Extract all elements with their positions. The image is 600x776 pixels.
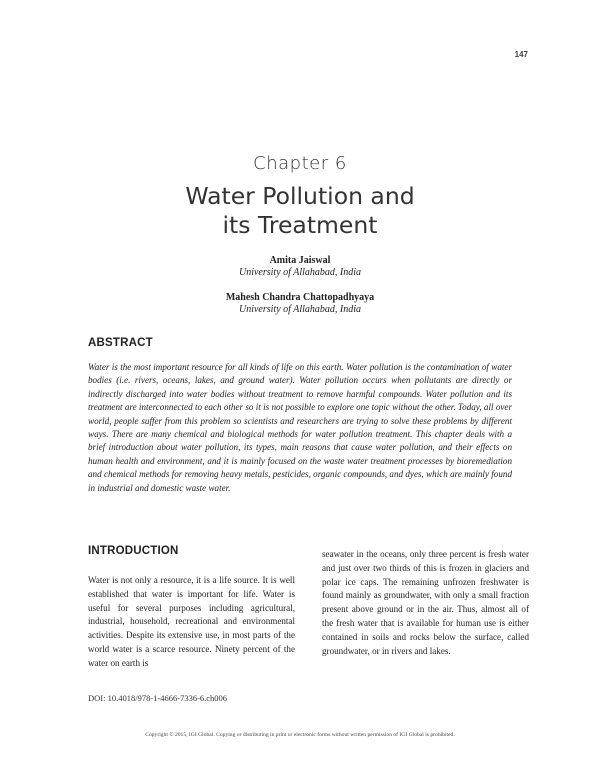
chapter-title-line-2: its Treatment [222,211,378,239]
chapter-title [0,182,600,240]
introduction-right-column: seawater in the oceans, only three percent is fresh water and just over two thirds of this is frozen in glaciers and polar ice caps. The remaining unfrozen freshwater is found mainly as groundwater, with only a small fraction present above ground or in the air. Thus, almost all of the fresh water that is available for human use is either contained in soils and rocks below the surface, called groundwater, or in rivers and lakes. [322,549,529,656]
author-affiliation: University of Allahabad, India [238,267,362,278]
page-number: 147 [514,50,528,59]
chapter-title-line-1: Water Pollution and [185,182,415,210]
author-name: Amita Jaiswal [269,255,331,266]
author-block-2 [0,292,600,316]
chapter-label: Chapter 6 [253,153,347,174]
author-affiliation: University of Allahabad, India [238,304,362,315]
doi-line: DOI: 10.4018/978-1-4666-7336-6.ch006 [88,693,228,703]
abstract-heading: ABSTRACT [88,337,153,349]
copyright-notice: Copyright © 2015, IGI Global. Copying or distributing in print or electronic forms without written permission of IGI Global is prohibited. [145,732,455,738]
author-block-1 [0,255,600,279]
introduction-heading: INTRODUCTION [88,545,179,557]
introduction-left-column: Water is not only a resource, it is a life source. It is well established that water is important for life. Water is useful for several purposes including agricultural, industrial, household, recreational and environmental activities. Despite its extensive use, in most parts of the world water is a scarce resource. Ninety percent of the water on earth is [88,575,295,668]
abstract-text: Water is the most important resource for all kinds of life on this earth. Water pollution is the contamination of water bodies (i.e. rivers, oceans, lakes, and ground water). Water pollution occurs when pollutants are directly or indirectly discharged into water bodies without treatment to remove harmful compounds. Water pollution and its treatment are interconnected to each other so it is not possible to explore one topic without the other. Today, all over world, people suffer from this problem so scientists and researchers are trying to solve these problems by different ways. There are many chemical and biological methods for water pollution treatment. This chapter deals with a brief introduction about water pollution, its types, main reasons that cause water pollution, and their effects on human health and environment, and it is mainly focused on the waste water treatment processes by bioremediation and chemical methods for removing heavy metals, pesticides, organic compounds, and dyes, which are mainly found in industrial and domestic waste water. [88,362,512,493]
author-name: Mahesh Chandra Chattopadhyaya [225,292,375,303]
